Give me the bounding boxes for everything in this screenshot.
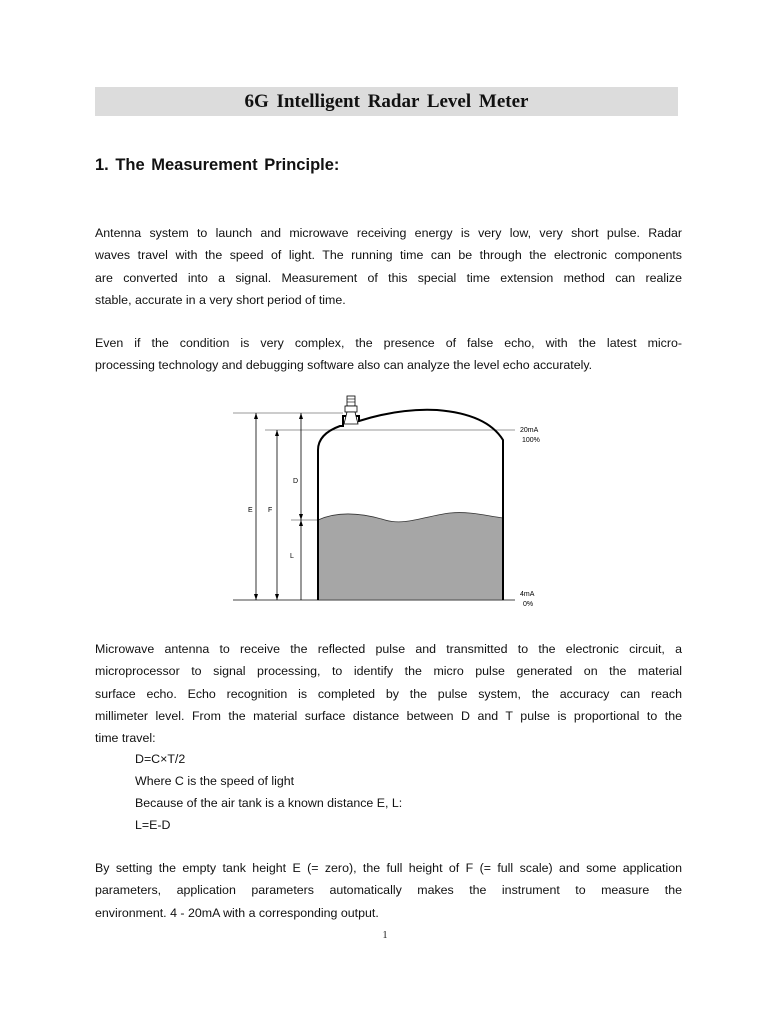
paragraph-line: time travel: (95, 731, 156, 746)
paragraph-line: processing technology and debugging software also can analyze the level echo accurately. (95, 358, 593, 373)
paragraph-line: Microwave antenna to receive the reflected pulse and transmitted to the electronic circuit, a (95, 642, 682, 656)
paragraph-line: Antenna system to launch and microwave receiving energy is very low, very short pulse. Radar (95, 226, 682, 240)
formula-note-el: Because of the air tank is a known distance E, L: (135, 796, 403, 810)
label-top-percent: 100% (522, 437, 540, 444)
page-number: 1 (382, 930, 388, 941)
paragraph-line: waves travel with the speed of light. The running time can be through the electronic components (95, 248, 682, 263)
paragraph-line: surface echo. Echo recognition is completed by the pulse system, the accuracy can reach (95, 686, 682, 701)
paragraph-line: environment. 4 - 20mA with a corresponding output. (95, 905, 379, 920)
label-e: E (248, 507, 253, 514)
document-title: 6G Intelligent Radar Level Meter (244, 90, 529, 112)
title-bar (95, 87, 678, 116)
formula-l: L=E-D (135, 818, 171, 832)
paragraph-line: microprocessor to signal processing, to identify the micro pulse generated on the material (95, 664, 682, 679)
paragraph-line: By setting the empty tank height E (= zero), the full height of F (= full scale) and some application (95, 861, 682, 875)
paragraph-line: stable, accurate in a very short period of time. (95, 292, 346, 307)
paragraph-principle (95, 222, 682, 311)
paragraph-line: parameters, application parameters automatically makes the instrument to measure the (95, 883, 682, 898)
paragraph-echo (95, 638, 682, 749)
paragraph-line: are converted into a signal. Measurement of this special time extension method can realize (95, 270, 682, 285)
paragraph-false-echo (95, 332, 682, 377)
paragraph-settings (95, 857, 682, 924)
label-bottom-current: 4mA (520, 591, 535, 598)
section-heading: 1. The Measurement Principle: (95, 156, 340, 174)
label-d: D (293, 478, 299, 485)
formula-d: D=C×T/2 (135, 752, 186, 766)
tank-diagram (225, 392, 555, 614)
material-fill (318, 513, 503, 600)
paragraph-line: Even if the condition is very complex, the presence of false echo, with the latest micro- (95, 336, 682, 350)
label-f: F (268, 507, 273, 514)
label-bottom-percent: 0% (523, 601, 534, 608)
paragraph-line: millimeter level. From the material surface distance between D and T pulse is proportional to the (95, 708, 682, 723)
label-l: L (290, 553, 294, 560)
radar-antenna-icon (344, 396, 358, 424)
formula-note-c: Where C is the speed of light (135, 774, 295, 788)
label-top-current: 20mA (520, 427, 539, 434)
